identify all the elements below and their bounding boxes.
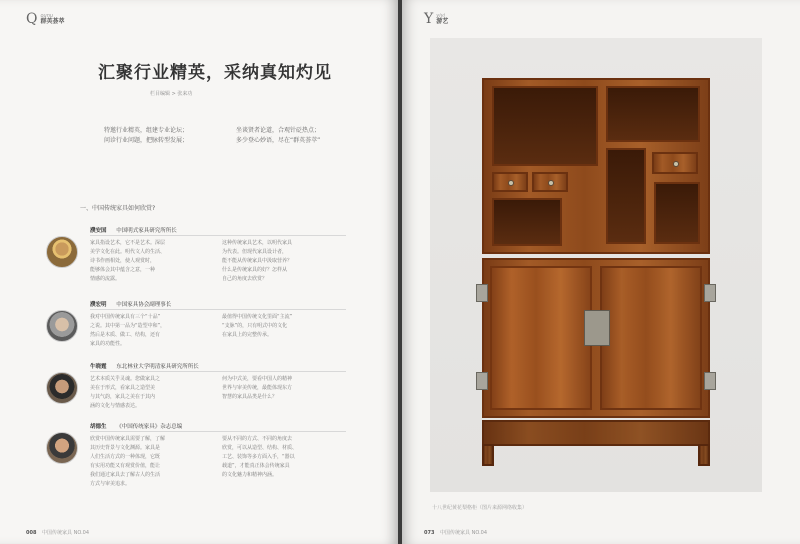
section-letter: Q (26, 11, 38, 27)
expert-text-col1: 艺术本质关乎灵魂。您做家具之 美在于形式，看家具之造型美 与其气韵，家具之美在于其内 涵的文化与情感表达。 (90, 376, 161, 409)
expert-name: 濮安国 (90, 228, 107, 234)
section-small-label: ounu (40, 12, 54, 19)
divider (90, 309, 346, 310)
section-small-label: yiyi (436, 12, 445, 19)
page-number: 073 (424, 530, 435, 536)
cabinet-illustration (482, 78, 710, 468)
folio-right (424, 529, 487, 536)
expert-name: 牛晓霆 (90, 364, 107, 370)
left-page (0, 0, 398, 544)
expert-text-col2: 何为中式美，要看中国人的精神 世界与审美传统，最能体现东方 智慧的家具品类是什么？ (222, 376, 293, 400)
section-mark-right (424, 12, 448, 26)
divider (90, 431, 346, 432)
expert-text-col1: 我对中国传统家具有三个“十品” 之说。其中第一品为“造型中和”， 然后是木质、做工、结构，还有 家具的功能性。 (90, 314, 166, 347)
expert-name: 胡德生 (90, 424, 107, 430)
expert-text-col1: 家具指设艺术，它不是艺术。深层 美学文化在此。明代文人的生活、 诗书作画相处，使人观赏时， 能够体会其中蕴含之意，一种 情感的流露。 (90, 240, 166, 282)
expert-role: 中国明式家具研究所所长 (116, 228, 177, 234)
expert-name: 濮宏明 (90, 302, 107, 308)
intro-right: 坐谈贤者论道，合观针砭热点； 多少登心妙语，尽在“群英荟萃” (236, 127, 321, 144)
expert-text-col2: 这种传统家具艺术，以明代家具 为代表。但现代家具设计者， 能不能从传统家具中汲取营养？ 什么是传统家具的好？怎样从 自己的角度去欣赏？ (222, 240, 293, 282)
section-letter: Y (424, 11, 434, 27)
page-number: 008 (26, 530, 37, 536)
article-title: 汇聚行业精英，采纳真知灼见 (98, 63, 332, 83)
expert-role: 东北林业大学明清家具研究所所长 (116, 364, 199, 370)
byline: 栏目编辑 > 张来功 (150, 91, 193, 97)
avatar (46, 236, 78, 268)
intro-left: 特邀行业精英，组建专业论坛； 问诊行业问题，把脉转型发展； (104, 127, 189, 144)
photo-caption: 十八世纪黄花梨格柜（图片来源网络收集） (432, 505, 528, 511)
avatar (46, 372, 78, 404)
section-name: 群英荟萃 (40, 17, 65, 25)
expert-text-col2: 要从不同的方式、不同的角度去 欣赏，可以从造型、结构、材质、 工艺、装饰等多方面入手，“器以 载道”，才能真正体会传统家具 的文化魅力和精神内涵。 (222, 436, 298, 478)
divider (90, 371, 346, 372)
folio-left (26, 529, 89, 536)
divider (90, 235, 346, 236)
right-page (402, 0, 800, 544)
section-name: 游艺 (436, 17, 449, 25)
question-heading: 一、中国传统家具如何欣赏? (80, 205, 156, 212)
cabinet-photo (430, 38, 762, 492)
expert-text-col1: 欣赏中国传统家具需要了解，了解 其历史背景与文化渊源。家具是 人们生活方式的一种体现，它既 有实用功能又有观赏价值，能让 我们通过家具去了解古人的生活 方式与审美追求。 (90, 436, 166, 487)
expert-role: 《中国传统家具》杂志总编 (116, 424, 183, 430)
section-mark-left (26, 12, 65, 26)
folio-text: 中国传统家具 NO.04 (440, 530, 488, 536)
avatar (46, 310, 78, 342)
expert-role: 中国家具协会副理事长 (116, 302, 172, 308)
avatar (46, 432, 78, 464)
expert-text-col2: 最值得中国传统文化里面“主流” “支脉”的，只有明式中的文化 在家具上的完整传承。 (222, 314, 293, 338)
folio-text: 中国传统家具 NO.04 (42, 530, 90, 536)
